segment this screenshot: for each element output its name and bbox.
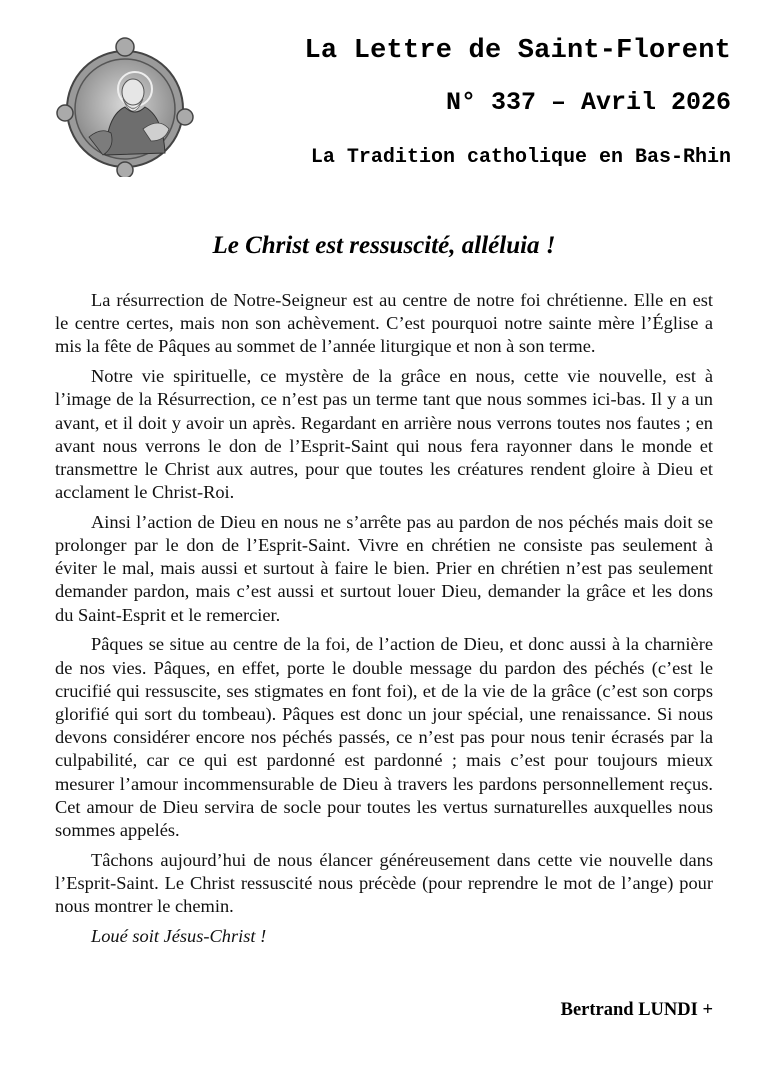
article-body (55, 289, 713, 954)
newsletter-title: La Lettre de Saint-Florent (304, 36, 731, 66)
closing-line: Loué soit Jésus-Christ ! (91, 925, 267, 946)
medallion-icon (55, 37, 195, 177)
newsletter-subtitle: La Tradition catholique en Bas-Rhin (310, 146, 731, 169)
issue-number-date: N° 337 – Avril 2026 (445, 88, 731, 117)
paragraph: Pâques se situe au centre de la foi, de l’action de Dieu, et donc aussi à la charnière de nos vies. Pâques, en effet, porte le double message du pardon des péchés (c’est le crucifié qui ressuscite, ses stigmates en font foi), et de la vie de la grâce (c’est son corps glorifié qui sort du tombeau). Pâques est donc un jour spécial, une renaissance. Si nous devons considérer encore nos péchés passés, ce n’est pas pour nous tenir écrasés par la culpabilité, car ce qui est pardonné est pardonné ; mais c’est pour toujours mieux mesurer l’amour incommensurable de Dieu à travers les pardons personnellement reçus. Cet amour de Dieu servira de socle pour toutes les vertus surnaturelles auxquelles nous sommes appelés. (55, 634, 713, 840)
paragraph: Notre vie spirituelle, ce mystère de la grâce en nous, cette vie nouvelle, est à l’image de la Résurrection, ce n’est pas un terme tant que nous sommes ici-bas. Il y a un avant, et il doit y avoir un après. Regardant en arrière nous verrons toutes nos fautes ; en avant nous verrons le don de l’Esprit-Saint qui nous fera rayonner dans le monde et transmettre le Christ aux autres, pour que toutes les créatures rendent gloire à Dieu et acclament le Christ-Roi. (55, 366, 713, 503)
paragraph: Ainsi l’action de Dieu en nous ne s’arrête pas au pardon de nos péchés mais doit se prolonger par le don de l’Esprit-Saint. Vivre en chrétien ne consiste pas seulement à éviter le mal, mais aussi et surtout à faire le bien. Prier en chrétien n’est pas seulement demander pardon, mais c’est aussi et surtout louer Dieu, demander la grâce et les dons du Saint-Esprit et le remercier. (55, 511, 713, 625)
paragraph: La résurrection de Notre-Seigneur est au centre de notre foi chrétienne. Elle en est le centre certes, mais non son achèvement. C’est pourquoi notre sainte mère l’Église a mis la fête de Pâques au sommet de l’année liturgique et non à son terme. (55, 290, 713, 357)
author-signature: Bertrand LUNDI + (560, 1000, 713, 1020)
paragraph: Tâchons aujourd’hui de nous élancer généreusement dans cette vie nouvelle dans l’Esprit-Saint. Le Christ ressuscité nous précède (pour reprendre le mot de l’ange) pour nous montrer le chemin. (55, 849, 713, 917)
saint-florent-medallion-logo (55, 37, 195, 177)
article-title: Le Christ est ressuscité, alléluia ! (212, 232, 556, 259)
